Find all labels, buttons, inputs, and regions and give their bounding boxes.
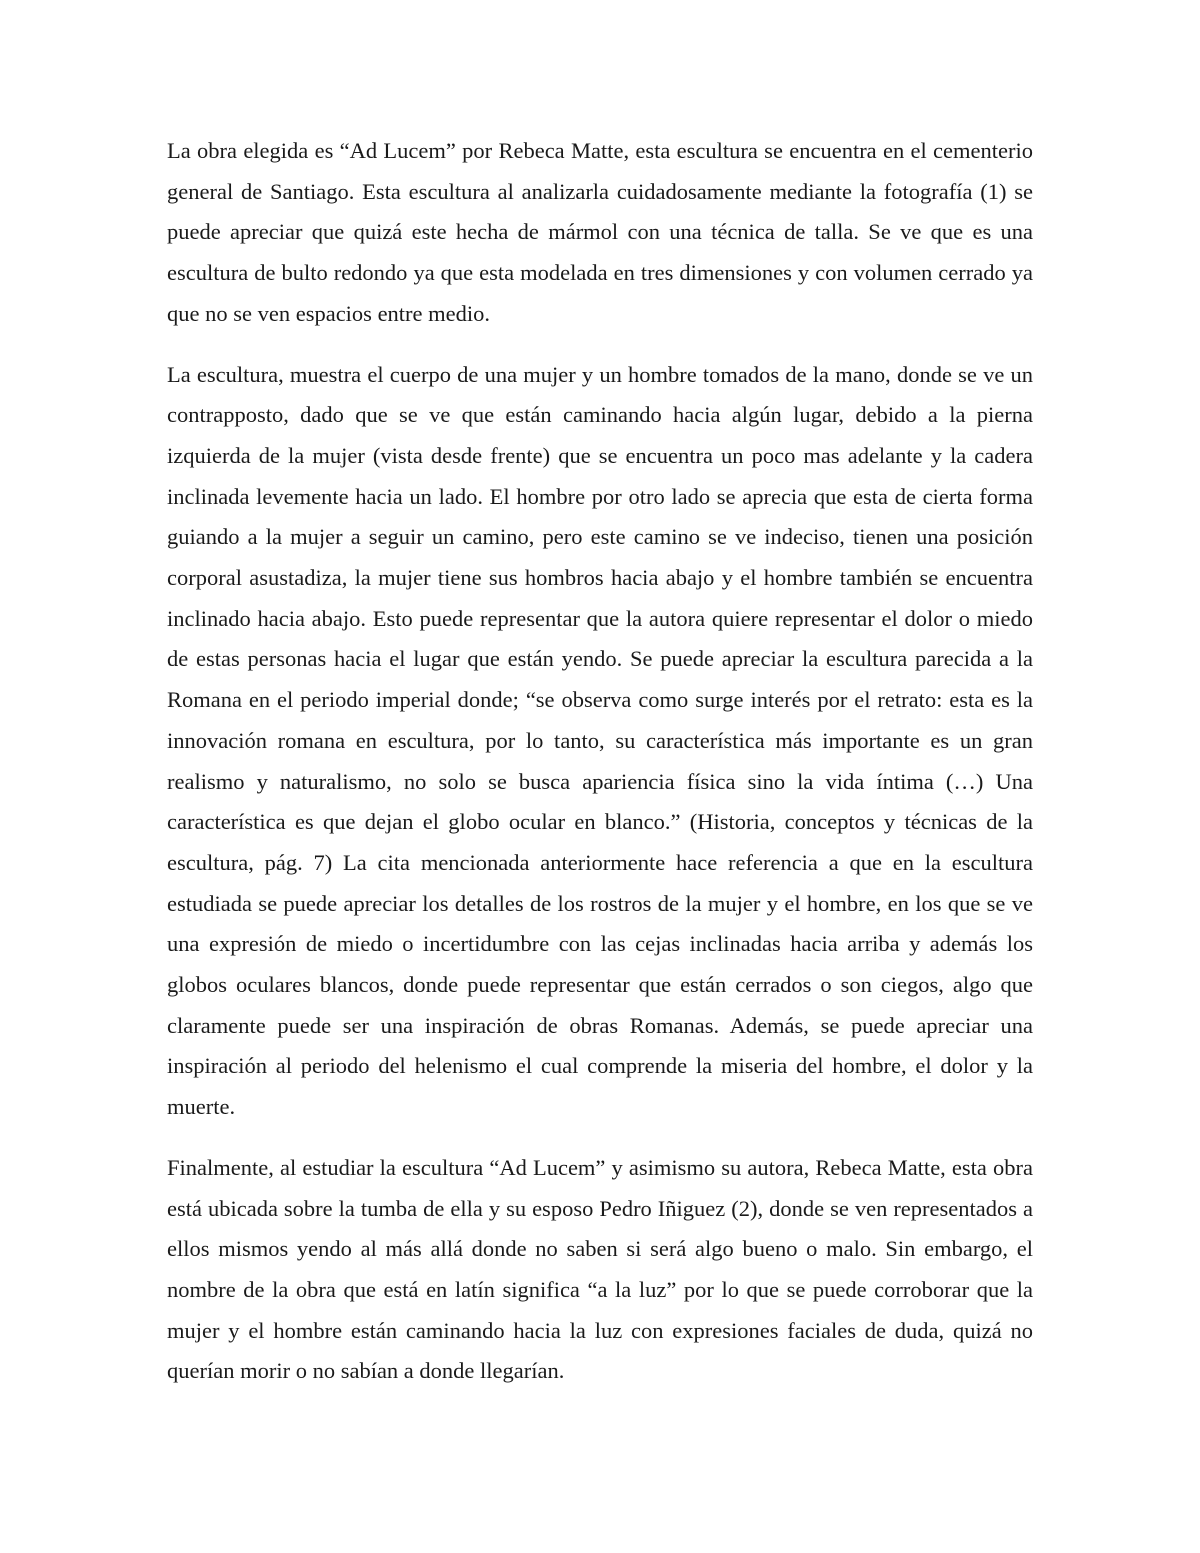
document-body <box>167 131 1033 1412</box>
paragraph-2: La escultura, muestra el cuerpo de una mujer y un hombre tomados de la mano, donde se ve un contrapposto, dado que se ve que están caminando hacia algún lugar, debido a la pierna izquierda de la mujer (vista desde frente) que se encuentra un poco mas adelante y la cadera inclinada levemente hacia un lado. El hombre por otro lado se aprecia que esta de cierta forma guiando a la mujer a seguir un camino, pero este camino se ve indeciso, tienen una posición corporal asustadiza, la mujer tiene sus hombros hacia abajo y el hombre también se encuentra inclinado hacia abajo. Esto puede representar que la autora quiere representar el dolor o miedo de estas personas hacia el lugar que están yendo. Se puede apreciar la escultura parecida a la Romana en el periodo imperial donde; “se observa como surge interés por el retrato: esta es la innovación romana en escultura, por lo tanto, su característica más importante es un gran realismo y naturalismo, no solo se busca apariencia física sino la vida íntima (…) Una característica es que dejan el globo ocular en blanco.” (Historia, conceptos y técnicas de la escultura, pág. 7) La cita mencionada anteriormente hace referencia a que en la escultura estudiada se puede apreciar los detalles de los rostros de la mujer y el hombre, en los que se ve una expresión de miedo o incertidumbre con las cejas inclinadas hacia arriba y además los globos oculares blancos, donde puede representar que están cerrados o son ciegos, algo que claramente puede ser una inspiración de obras Romanas. Además, se puede apreciar una inspiración al periodo del helenismo el cual comprende la miseria del hombre, el dolor y la muerte. <box>167 361 1033 1120</box>
paragraph-3: Finalmente, al estudiar la escultura “Ad Lucem” y asimismo su autora, Rebeca Matte, esta obra está ubicada sobre la tumba de ella y su esposo Pedro Iñiguez (2), donde se ven representados a ellos mismos yendo al más allá donde no saben si será algo bueno o malo. Sin embargo, el nombre de la obra que está en latín significa “a la luz” por lo que se puede corroborar que la mujer y el hombre están caminando hacia la luz con expresiones faciales de duda, quizá no querían morir o no sabían a donde llegarían. <box>167 1154 1033 1384</box>
paragraph-1: La obra elegida es “Ad Lucem” por Rebeca Matte, esta escultura se encuentra en el cementerio general de Santiago. Esta escultura al analizarla cuidadosamente mediante la fotografía (1) se puede apreciar que quizá este hecha de mármol con una técnica de talla. Se ve que es una escultura de bulto redondo ya que esta modelada en tres dimensiones y con volumen cerrado ya que no se ven espacios entre medio. <box>167 138 1033 326</box>
